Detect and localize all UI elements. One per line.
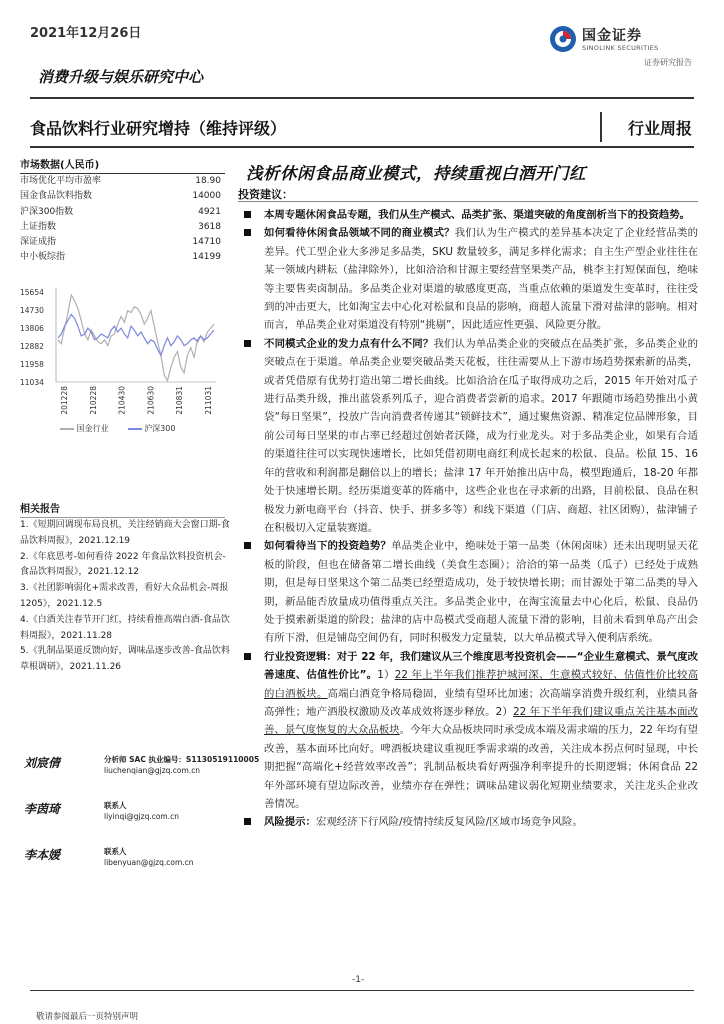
related-reports-title: 相关报告: [20, 500, 225, 518]
investment-advice-label: 投资建议：: [238, 188, 293, 201]
author-email[interactable]: liyinqi@gjzq.com.cn: [104, 812, 179, 821]
y-tick-label: 15654: [20, 288, 44, 297]
report-body: [244, 206, 698, 832]
market-data-title: 市场数据(人民币): [20, 156, 225, 174]
footer-divider: [30, 990, 694, 991]
market-data-row: [20, 250, 225, 265]
market-data-panel: [20, 156, 225, 266]
authors-panel: [20, 752, 260, 890]
research-center-name: 消费升级与娱乐研究中心: [38, 68, 204, 86]
author-entry: [20, 798, 235, 844]
x-tick-label: 210630: [146, 386, 156, 415]
market-data-value: 14000: [192, 191, 221, 202]
market-data-label: 深证成指: [20, 237, 57, 248]
x-tick-label: 211031: [204, 386, 213, 415]
title-separator: [600, 112, 602, 142]
author-email[interactable]: liuchenqian@gjzq.com.cn: [104, 766, 201, 775]
paragraph-underlined-text: 22 年上半年我们推荐护城河深、生意模式较好、估值性价比较高的白酒板块。: [264, 669, 698, 700]
paragraph-growth-drivers: [244, 335, 698, 537]
paragraph-text: 高端白酒竞争格局稳固，业绩有望环比加速；次高端享消费升级红利，业绩具备高弹性；地产酒股权激励及改革成效将逐步释放。2）: [264, 687, 699, 718]
paragraph-underlined-text: 22 年下半年我们建议重点关注基本面改善、景气度恢复的大众品板块: [264, 705, 698, 737]
related-report-item[interactable]: 3.《社团影响弱化+需求改善，看好大众品机会-周报 1205》，2021.12.5: [20, 583, 229, 609]
paragraph-business-models: [244, 224, 698, 334]
author-entry: [20, 844, 235, 890]
brand-logo-icon: [548, 24, 578, 54]
author-role: 分析师 SAC 执业编号：S1130519110005: [104, 755, 260, 764]
y-tick-label: 12882: [20, 342, 44, 351]
x-tick-label: 210228: [88, 386, 98, 415]
legend-swatch-industry: [60, 428, 74, 430]
y-tick-label: 11034: [20, 378, 44, 387]
market-data-value: 14710: [192, 237, 221, 248]
market-data-value: 4921: [198, 206, 221, 217]
footer-disclaimer: 敬请参阅最后一页特别声明: [36, 1012, 139, 1022]
related-reports-list: [20, 518, 232, 676]
series-line-industry: [58, 295, 214, 381]
legend-label-industry: 国金行业: [76, 424, 109, 433]
author-role: 联系人: [104, 847, 127, 856]
index-line-chart: [20, 270, 223, 440]
y-tick-label: 14730: [20, 306, 44, 315]
report-category: 行业周报: [627, 119, 692, 138]
title-divider: [30, 146, 694, 148]
x-tick-label: 210430: [117, 386, 127, 415]
market-data-value: 3618: [198, 221, 221, 232]
author-name: 李本媛: [24, 848, 61, 862]
paragraph-heading: 风险提示：: [264, 816, 316, 829]
bullet-square-icon: [244, 653, 251, 660]
market-data-value: 18.90: [195, 176, 221, 186]
related-report-item[interactable]: 2.《年底思考-如何看待 2022 年食品饮料投资机会-食品饮料周报》，2021.12.12: [20, 551, 226, 578]
paragraph-investment-trend: [244, 537, 698, 647]
market-data-row: [20, 189, 225, 204]
brand-logo: [548, 22, 698, 62]
paragraph-text: 单品类企业中，绝味处于第一品类（休闲卤味）还未出现明显天花板的阶段，但也在储备第二增长曲线（美食生态圈）；洽洽的第一品类（瓜子）已经处于成熟期，但是每日坚果这个第二品类已经塑造成功，处于较快增长期；而甘源处于第二品类的导入期，新品能否放量成功值得重点关注。多品类企业中，在淘宝流量去中心化后，松鼠、良品仍处于摸索新渠道的阶段；盐津的店中岛模式受商超人流量下滑的影响，目前未看到单岛产出会有所下滑，但是铺岛空间仍有，同时积极发力定量装，以大单品模式导入便利店系统。: [264, 540, 699, 645]
author-role: 联系人: [104, 801, 127, 810]
legend-swatch-csi300: [128, 428, 142, 430]
bullet-square-icon: [244, 211, 251, 218]
market-data-label: 国金食品饮料指数: [20, 191, 93, 202]
bullet-square-icon: [244, 818, 251, 825]
market-data-row: [20, 235, 225, 250]
paragraph-investment-logic: [244, 648, 698, 814]
market-data-row: [20, 220, 225, 235]
market-data-label: 沪深300指数: [20, 206, 74, 217]
bullet-square-icon: [244, 340, 251, 347]
market-data-row: [20, 174, 225, 189]
paragraph-heading: 行业投资逻辑：对于 22 年，我们建议从三个维度思考投资机会——“企业生意模式、景气度改善速度、估值性价比”。: [264, 650, 698, 682]
section-divider: [238, 201, 698, 202]
x-tick-label: 201228: [60, 386, 69, 415]
legend-label-csi300: 沪深300: [144, 424, 176, 433]
market-data-value: 14199: [192, 252, 221, 263]
paragraph-heading: 如何看待休闲食品领域不同的商业模式？: [264, 227, 455, 240]
paragraph-heading: 如何看待当下的投资趋势？: [264, 540, 392, 553]
bullet-square-icon: [244, 229, 251, 236]
market-data-label: 市场优化平均市盈率: [20, 176, 102, 186]
author-name: 李茵琦: [24, 802, 61, 816]
chart-legend: [60, 423, 175, 434]
paragraph-heading: 不同模式企业的发力点有什么不同？: [264, 337, 434, 350]
market-data-row: [20, 205, 225, 220]
paragraph-text: 本周专题休闲食品专题，我们从生产模式、品类扩张、渠道突破的角度剖析当下的投资趋势。: [264, 209, 691, 221]
brand-name-en: SINOLINK SECURITIES: [582, 44, 659, 52]
market-data-label: 上证指数: [20, 221, 57, 232]
brand-name-cn: 国金证券: [582, 28, 642, 44]
page-number: -1-: [352, 975, 365, 985]
report-type-label: 证券研究报告: [644, 58, 692, 67]
header-divider: [30, 97, 694, 99]
paragraph-risk: [244, 813, 698, 831]
x-tick-label: 210831: [175, 386, 185, 415]
paragraph-text: 我们认为单品类企业的突破点在品类扩张，多品类企业的突破点在于渠道。单品类企业要突破品类天花板，往往需要从上下游市场趋势探索新的品类，或者凭借原有优势打造出第二增长曲线。比如洽洽在瓜子取得成功之后，2015 年开始对瓜子进行品类升级，推出蓝袋系列瓜子，迎合消费者尝新的追求。2017 年跟随市场趋势推出小黄袋“每日坚果”，投放广告向消费者传递其“锁鲜技术”，通过聚焦资源、精准定位品牌形象，目前公司每日坚果的市占率已经超过创始者沃隆，成为行业龙头。对于多品类企业，如果有合适的渠道往往可以实现快速增长，比如凭借初期电商红利成长起来的松鼠、良品。松鼠 15、16 年的营收和利润都是翻倍以上的增长；盐津 17 年开始推出店中岛，模型跑通后，18-20 年都处于快速增长期。经历渠道变革的阵痛中，这些企业也在寻求新的出路，目前松鼠、良品在积极发力新电商平台（抖音、快手、拼多多等）和线下渠道（门店、商超、社区团购），盐津铺子在积极切入定量装赛道。: [264, 337, 699, 534]
market-data-label: 中小板综指: [20, 252, 66, 263]
bullet-square-icon: [244, 542, 251, 549]
author-name: 刘宸倩: [24, 756, 61, 770]
report-main-title: 浅析休闲食品商业模式，持续重视白酒开门红: [246, 164, 586, 183]
author-email[interactable]: libenyuan@gjzq.com.cn: [104, 858, 194, 867]
y-tick-label: 11958: [20, 360, 44, 369]
related-report-item[interactable]: 4.《白酒关注春节开门红，持续看推高端白酒-食品饮料周报》，2021.11.28: [20, 614, 230, 641]
paragraph-text: 宏观经济下行风险/疫情持续反复风险/区域市场竞争风险。: [315, 816, 583, 829]
related-report-item[interactable]: 5.《乳制品渠道反馈向好，调味品逐步改善-食品饮料草根调研》，2021.11.26: [20, 646, 230, 673]
report-date: 2021年12月26日: [30, 26, 142, 41]
author-entry: [20, 752, 260, 798]
y-tick-label: 13806: [20, 324, 44, 333]
paragraph-topic: [244, 206, 698, 224]
paragraph-text: 。今年大众品板块同时承受成本端及需求端的压力，22 年均有望改善，基本面环比向好。啤酒板块建议重视旺季需求端的改善，关注成本拐点何时显现，中长期把握“高端化+经营效率改善”；乳制品板块看好两强净利率提升的长期逻辑；休闲食品 22 年外部环境有望边际改善，业绩亦存在弹性；调味品建议弱化短期业绩要求，关注龙头企业改善情况。: [264, 724, 699, 810]
related-report-item[interactable]: 1.《短期回调现布局良机，关注经销商大会窗口期-食品饮料周报》，2021.12.19: [20, 520, 230, 546]
paragraph-text: 我们认为生产模式的差异基本决定了企业经营品类的差异。代工型企业大多涉足多品类，SKU 数量较多，满足多样化需求；自主生产型企业往往在某一领域内耕耘（盐津除外），比如洽洽和甘源主要经营坚果类产品，桃李主打短保面包，绝味等主要售卖卤制品。多品类企业对渠道的敏感度更高，当重点依赖的渠道发生变革时，往往受到的冲击更大，比如淘宝去中心化对松鼠和良品的影响，商超人流量下滑对盐津的影响。相对而言，单品类企业对渠道没有特别“挑剔”，因此适应性更强、风险更分散。: [264, 227, 698, 332]
industry-rating-title: 食品饮料行业研究增持（维持评级）: [30, 119, 287, 138]
paragraph-text: 1）: [377, 669, 395, 682]
